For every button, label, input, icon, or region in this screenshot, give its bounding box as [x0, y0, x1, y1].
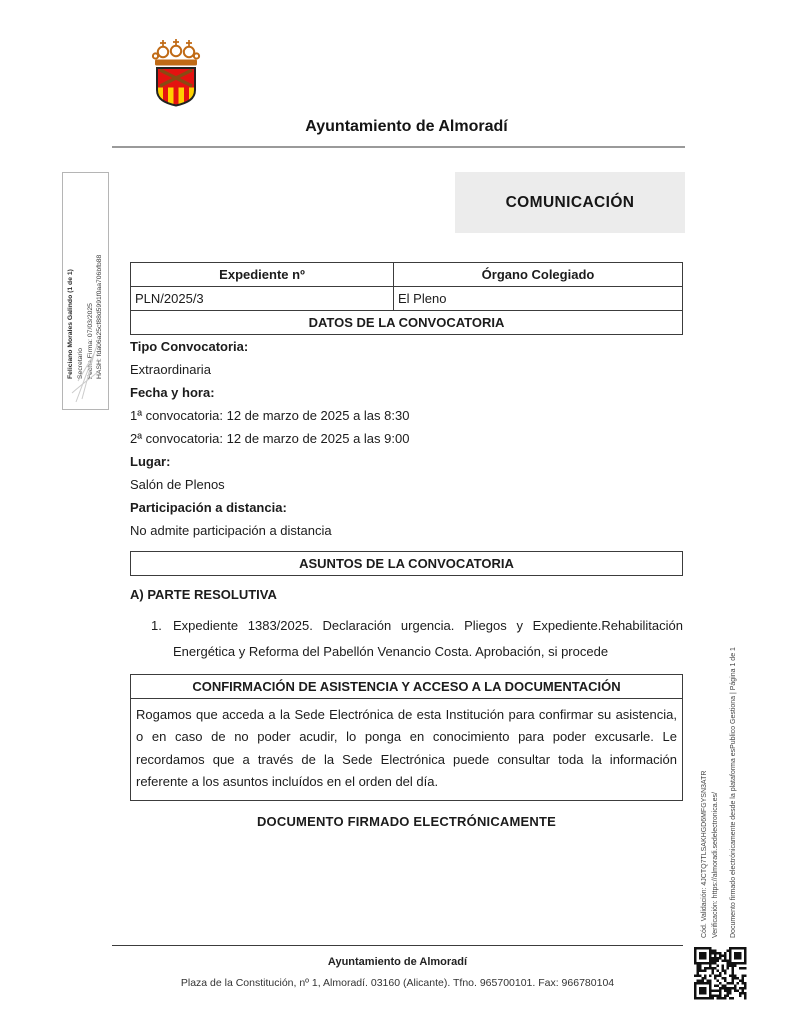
- platform-notice: Documento firmado electrónicamente desde la plataforma esPublico Gestiona | Página 1 de 1: [730, 647, 737, 938]
- footer-title: Ayuntamiento de Almoradí: [327, 956, 468, 968]
- document-body: [130, 262, 683, 829]
- verification-url: Verificación: https://almoradi.sedelectronica.es/: [711, 792, 719, 938]
- coat-of-arms-icon: [145, 36, 207, 108]
- page-title: Ayuntamiento de Almoradí: [305, 118, 508, 135]
- tipo-convocatoria-label: Tipo Convocatoria:: [130, 339, 249, 354]
- participacion-label: Participación a distancia:: [130, 500, 287, 515]
- expediente-value-cell: PLN/2025/3: [131, 287, 394, 311]
- confirmacion-body: Rogamos que acceda a la Sede Electrónica de esta Institución para confirmar su asistencia, o en caso de no poder acudir, lo ponga en conocimiento para poder excusarle. Le recordamos que a través de la Sede Electrónica puede consultar toda la información referente a los asuntos incluídos en el orden del día.: [130, 698, 683, 801]
- validation-code: Cód. Validación: 4JCTQ7TLSAKHGD6MFGYSN3ATR: [701, 770, 708, 938]
- agenda-item: [130, 613, 683, 665]
- header-divider: [112, 146, 685, 148]
- organo-header-cell: Órgano Colegiado: [394, 263, 683, 287]
- datos-convocatoria-header: DATOS DE LA CONVOCATORIA: [131, 311, 683, 335]
- convocatoria-details: [130, 335, 683, 542]
- handwritten-signature-icon: [67, 341, 104, 407]
- qr-code: [694, 947, 747, 1000]
- agenda-item-number: 1.: [151, 618, 162, 633]
- parte-resolutiva-heading: A) PARTE RESOLUTIVA: [130, 587, 277, 602]
- agenda-item-text: Expediente 1383/2025. Declaración urgencia. Pliegos y Expediente.Rehabilitación Energética y Reforma del Pabellón Venancio Costa. Aprobación, si procede: [173, 618, 683, 659]
- segunda-convocatoria: 2ª convocatoria: 12 de marzo de 2025 a las 9:00: [130, 431, 410, 446]
- expediente-header-cell: Expediente nº: [131, 263, 394, 287]
- organo-value-cell: El Pleno: [394, 287, 683, 311]
- lugar-label: Lugar:: [130, 454, 171, 469]
- lugar-value: Salón de Plenos: [130, 477, 225, 492]
- asuntos-header: ASUNTOS DE LA CONVOCATORIA: [130, 551, 683, 576]
- signature-stamp-panel: [62, 172, 109, 410]
- signature-date: Fecha Firma: 07/03/2025: [86, 303, 94, 379]
- expediente-table: [130, 262, 683, 335]
- signer-name: Feliciano Morales Galindo (1 de 1): [67, 269, 74, 379]
- fecha-hora-label: Fecha y hora:: [130, 385, 215, 400]
- signer-role: Secretario: [76, 348, 84, 379]
- communication-badge: COMUNICACIÓN: [455, 172, 685, 233]
- footer-address: Plaza de la Constitución, nº 1, Almoradí. 03160 (Alicante). Tfno. 965700101. Fax: 966780104: [180, 977, 615, 989]
- tipo-convocatoria-value: Extraordinaria: [130, 362, 211, 377]
- footer-divider: [112, 945, 683, 946]
- signed-electronically-notice: DOCUMENTO FIRMADO ELECTRÓNICAMENTE: [256, 813, 557, 829]
- validation-text: [700, 620, 742, 938]
- confirmacion-header: CONFIRMACIÓN DE ASISTENCIA Y ACCESO A LA DOCUMENTACIÓN: [130, 674, 683, 699]
- signature-hash: HASH: fda06a25cf88d5991f0aa706bfb88: [96, 254, 104, 379]
- primera-convocatoria: 1ª convocatoria: 12 de marzo de 2025 a las 8:30: [130, 408, 410, 423]
- participacion-value: No admite participación a distancia: [130, 523, 332, 538]
- validation-panel: [700, 620, 742, 938]
